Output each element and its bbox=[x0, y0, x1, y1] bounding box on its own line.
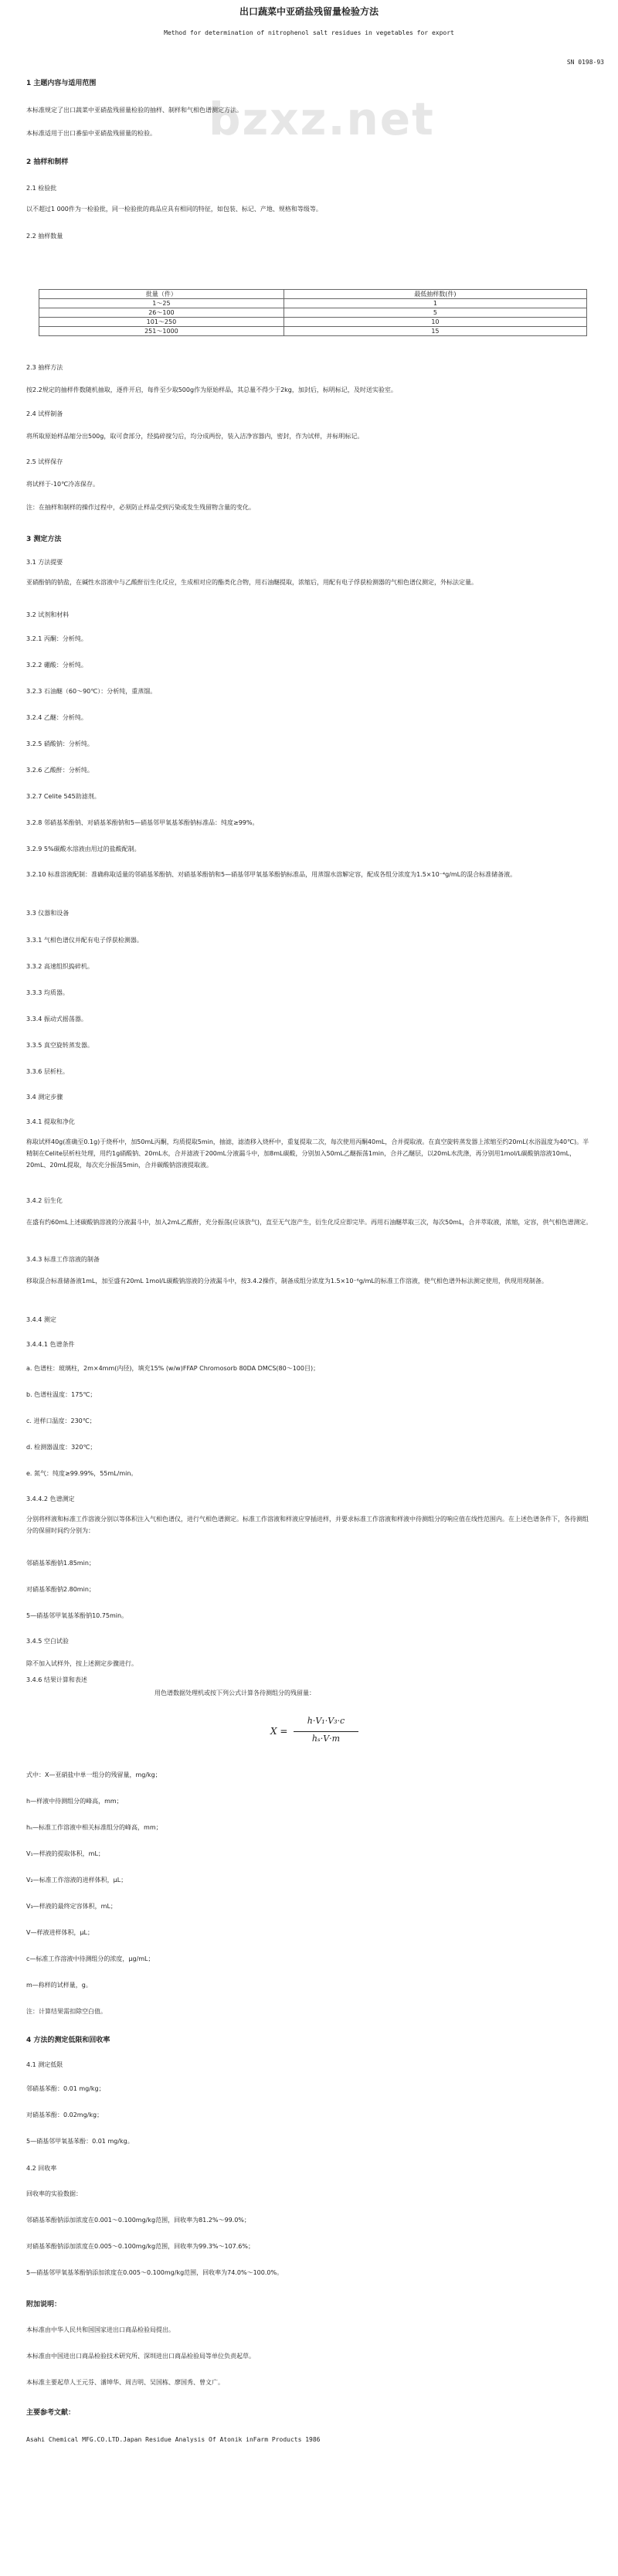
subsection-3-4-2: 3.4.2 衍生化 bbox=[26, 1197, 63, 1204]
subsection-2-5-text: 将试样于-10℃冷冻保存。 bbox=[26, 481, 100, 488]
variable-definition: h—样液中待测组分的峰高，mm； bbox=[26, 1798, 123, 1805]
table-cell: 1 bbox=[284, 299, 586, 308]
subsection-2-5: 2.5 试样保存 bbox=[26, 458, 63, 465]
recovery-item: 对硝基苯酚钠添加浓度在0.005～0.100mg/kg范围，回收率为99.3%～107.6%； bbox=[26, 2243, 254, 2250]
reagent-item: 3.2.2 硼酸：分析纯。 bbox=[26, 662, 87, 669]
subsection-2-2: 2.2 抽样数量 bbox=[26, 233, 63, 240]
reagent-item: 3.2.6 乙酸酐：分析纯。 bbox=[26, 767, 93, 774]
references-heading: 主要参考文献： bbox=[26, 2409, 76, 2417]
variable-definition: m—称样的试样量，g。 bbox=[26, 1982, 92, 1989]
variable-definition: 式中：X—亚硝盐中单一组分的残留量，mg/kg； bbox=[26, 1771, 161, 1778]
formula-lhs: X = bbox=[270, 1726, 288, 1737]
subsection-3-4-4-1: 3.4.4.1 色谱条件 bbox=[26, 1341, 75, 1348]
table-header-row bbox=[39, 290, 587, 299]
subsection-4-2: 4.2 回收率 bbox=[26, 2165, 57, 2172]
table-cell: 5 bbox=[284, 308, 586, 318]
reagent-item: 3.2.9 5%碳酸水溶液由用过的盐酸配制。 bbox=[26, 846, 141, 852]
section-1-text-1: 本标准规定了出口蔬菜中亚硝盐残留量检验的抽样、制样和气相色谱测定方法。 bbox=[26, 107, 243, 114]
appendix-heading: 附加说明： bbox=[26, 2301, 62, 2309]
subsection-3-4-1: 3.4.1 提取和净化 bbox=[26, 1118, 75, 1125]
recovery-item: 5—硝基邻甲氧基苯酚钠添加浓度在0.005～0.100mg/kg范围，回收率为74.0%～100.0%。 bbox=[26, 2269, 284, 2276]
subsection-2-1-text: 以不超过1 000件为一检验批，同一检验批的商品应具有相同的特征，如包装、标记、产地、规格和等级等。 bbox=[26, 206, 322, 213]
variable-definition: hₛ—标准工作溶液中相关标准组分的峰高，mm； bbox=[26, 1824, 162, 1831]
reagent-item: 3.2.8 邻硝基苯酚钠、对硝基苯酚钠和5—硝基邻甲氧基苯酚钠标准品：纯度≥99%。 bbox=[26, 819, 259, 826]
equipment-item: 3.3.4 振动式摇荡器。 bbox=[26, 1016, 87, 1023]
variable-definition: V₁—样液的提取体积，mL； bbox=[26, 1850, 104, 1857]
section-3-heading: 3 测定方法 bbox=[26, 536, 62, 543]
chromatography-condition: e. 氮气：纯度≥99.99%，55mL/min。 bbox=[26, 1470, 138, 1477]
table-cell: 1～25 bbox=[39, 299, 284, 308]
table-header-cell: 最低抽样数(件) bbox=[284, 290, 586, 299]
section-2-note: 注：在抽样和制样的操作过程中，必须防止样品受到污染或发生残留物含量的变化。 bbox=[26, 504, 255, 511]
residue-formula bbox=[270, 1713, 402, 1751]
variable-definition: V₂—标准工作溶液的进样体积，μL； bbox=[26, 1877, 127, 1884]
recovery-item: 邻硝基苯酚钠添加浓度在0.001～0.100mg/kg范围，回收率为81.2%～99.0%； bbox=[26, 2217, 250, 2224]
reagent-item: 3.2.5 硝酸钠：分析纯。 bbox=[26, 740, 93, 747]
extraction-text: 称取试样40g(准确至0.1g)于烧杯中，加50mL丙酮，均质提取5min，抽滤，滤渣移入烧杯中，重复提取二次，每次使用丙酮40mL，合并提取液。在真空旋转蒸发器上浓缩至约20mL(水浴温度为40℃)。半精制在Celite层析柱处理，用约1g硝酸钠、20mL水，合并滤液于200mL分液漏斗中，加8mL碳酸，分别加入50mL乙醚振荡1min，合并乙醚层，以20mL水洗涤，再分别用1mol/L碳酸钠溶液10mL，20mL、20mL提取，每次充分振荡5min，合并碳酸钠溶液提取液。 bbox=[26, 1138, 589, 1169]
subsection-3-1-text: 亚硝酚钠的钠盐，在碱性水溶液中与乙酸酐衍生化反应，生成相对应的酯类化合物，用石油醚提取，浓缩后，用配有电子俘获检测器的气相色谱仪测定，外标法定量。 bbox=[26, 579, 477, 586]
retention-time-item: 邻硝基苯酚钠1.85min； bbox=[26, 1560, 95, 1567]
section-4-heading: 4 方法的测定低限和回收率 bbox=[26, 2037, 110, 2044]
appendix-line: 本标准主要起草人王元芬、潘坤华、周吉明、吴国栋、廖国秀、曾文广。 bbox=[26, 2379, 224, 2386]
subsection-3-4-5: 3.4.5 空白试验 bbox=[26, 1638, 69, 1645]
subsection-3-2: 3.2 试剂和材料 bbox=[26, 611, 70, 618]
table-row bbox=[39, 327, 587, 336]
table-row bbox=[39, 308, 587, 318]
variable-definition: V—样液进样体积，μL； bbox=[26, 1929, 94, 1936]
subsection-2-3: 2.3 抽样方法 bbox=[26, 364, 63, 371]
table-cell: 251～1000 bbox=[39, 327, 284, 336]
table-row bbox=[39, 318, 587, 327]
appendix-line: 本标准由中国进出口商品检验技术研究所、深圳进出口商品检验局等单位负责起草。 bbox=[26, 2353, 255, 2360]
chromatography-text: 分别将样液和标准工作溶液分别以等体积注入气相色谱仪，进行气相色谱测定。标准工作溶液和样液应穿插进样，并要求标准工作溶液和样液中待测组分的响应值在线性范围内。在上述色谱条件下，各待测组分的保留时间约分别为： bbox=[26, 1516, 589, 1534]
reagent-item: 3.2.1 丙酮：分析纯。 bbox=[26, 635, 87, 642]
formula-denominator: hₛ·V·m bbox=[311, 1734, 341, 1744]
table-cell: 26～100 bbox=[39, 308, 284, 318]
derivatization-text: 在盛有约60mL上述碳酸钠溶液的分液漏斗中，加入2mL乙酸酐，充分振荡(应该放气)，直至无气泡产生，衍生化反应即完毕。再用石油醚萃取三次，每次50mL，合并萃取液，浓缩，定容，供气相色谱测定。 bbox=[26, 1219, 593, 1226]
recovery-intro: 回收率的实验数据： bbox=[26, 2190, 82, 2197]
variable-definition: V₃—样液的最终定容体积，mL； bbox=[26, 1903, 117, 1910]
subsection-3-1: 3.1 方法提要 bbox=[26, 559, 63, 566]
subsection-2-4-text: 将所取原始样品缩分出500g，取可食部分，经捣碎搅匀后，均分成两份，装入洁净容器内，密封，作为试样，并标明标记。 bbox=[26, 433, 364, 440]
subsection-3-4-4-2: 3.4.4.2 色谱测定 bbox=[26, 1496, 75, 1502]
standard-solution-text: 3.2.10 标准溶液配制：准确称取适量的邻硝基苯酚钠、对硝基苯酚钠和5—硝基邻甲氧基苯酚钠标准品，用蒸馏水溶解定容，配成各组分浓度为1.5×10⁻⁴g/mL的混合标准储备液。 bbox=[26, 871, 517, 878]
equipment-item: 3.3.3 均质器。 bbox=[26, 989, 69, 996]
working-solution-text: 移取混合标准储备液1mL，加至盛有20mL 1mol/L碳酸钠溶液的分液漏斗中，按3.4.2操作，制备成组分浓度为1.5×10⁻⁶g/mL的标准工作溶液，使气相色谱外标法测定使用，供现用现制备。 bbox=[26, 1278, 548, 1285]
english-subtitle: Method for determination of nitrophenol salt residues in vegetables for export bbox=[164, 29, 454, 36]
standard-code: SN 0198-93 bbox=[566, 59, 604, 66]
table-cell: 101～250 bbox=[39, 318, 284, 327]
equipment-item: 3.3.2 高速组织捣碎机。 bbox=[26, 963, 93, 970]
detection-limit-item: 5—硝基邻甲氧基苯酚：0.01 mg/kg。 bbox=[26, 2138, 134, 2145]
section-1-heading: 1 主题内容与适用范围 bbox=[26, 80, 97, 87]
subsection-2-3-text: 按2.2规定的抽样件数随机抽取，逐件开启，每件至少取500g作为原始样品，其总量不得少于2kg，加封后，标明标记，及时送实验室。 bbox=[26, 386, 397, 393]
subsection-3-4: 3.4 测定步骤 bbox=[26, 1094, 63, 1101]
chromatography-condition: b. 色谱柱温度：175℃； bbox=[26, 1391, 97, 1398]
table-row bbox=[39, 299, 587, 308]
retention-time-item: 5—硝基邻甲氧基苯酚钠10.75min。 bbox=[26, 1612, 128, 1619]
retention-time-item: 对硝基苯酚钠2.80min； bbox=[26, 1586, 95, 1593]
section-1-text-2: 本标准适用于出口番茄中亚硝盐残留量的检验。 bbox=[26, 130, 156, 137]
blank-test-text: 除不加入试样外，按上述测定步骤进行。 bbox=[26, 1660, 138, 1667]
equipment-item: 3.3.5 真空旋转蒸发器。 bbox=[26, 1042, 93, 1049]
document-title: 出口蔬菜中亚硝盐残留量检验方法 bbox=[239, 6, 379, 17]
subsection-4-1: 4.1 测定低限 bbox=[26, 2061, 63, 2068]
subsection-3-4-6: 3.4.6 结果计算和表述 bbox=[26, 1676, 87, 1683]
reagent-item: 3.2.4 乙醚：分析纯。 bbox=[26, 714, 87, 721]
reagent-item: 3.2.3 石油醚（60～90℃）：分析纯，重蒸馏。 bbox=[26, 688, 157, 695]
reference-entry: Asahi Chemical MFG.CO.LTD.Japan Residue Analysis Of Atonik inFarm Products 1986 bbox=[26, 2436, 321, 2443]
table-cell: 10 bbox=[284, 318, 586, 327]
equipment-item: 3.3.6 层析柱。 bbox=[26, 1068, 69, 1075]
reagent-item: 3.2.7 Celite 545助滤剂。 bbox=[26, 793, 100, 800]
calculation-note: 注：计算结果需扣除空白值。 bbox=[26, 2008, 107, 2015]
formula-numerator: h·V₁·V₃·c bbox=[307, 1716, 345, 1726]
fraction-bar bbox=[294, 1731, 358, 1732]
equipment-item: 3.3.1 气相色谱仪并配有电子俘获检测器。 bbox=[26, 937, 143, 944]
subsection-2-4: 2.4 试样制备 bbox=[26, 410, 63, 417]
sampling-table bbox=[39, 289, 587, 336]
chromatography-condition: c. 进样口温度：230℃； bbox=[26, 1417, 96, 1424]
appendix-line: 本标准由中华人民共和国国家进出口商品检验局提出。 bbox=[26, 2326, 175, 2333]
watermark: bzxz.net bbox=[209, 93, 435, 145]
variable-definition: c—标准工作溶液中待测组分的浓度，μg/mL； bbox=[26, 1955, 154, 1962]
detection-limit-item: 对硝基苯酚：0.02mg/kg； bbox=[26, 2112, 104, 2118]
detection-limit-item: 邻硝基苯酚：0.01 mg/kg； bbox=[26, 2085, 105, 2092]
table-cell: 15 bbox=[284, 327, 586, 336]
chromatography-condition: a. 色谱柱：玻璃柱，2m×4mm(内径)，填充15% (w/w)FFAP Chromosorb 80DA DMCS(80～100目)； bbox=[26, 1365, 320, 1372]
subsection-3-4-3: 3.4.3 标准工作溶液的制备 bbox=[26, 1256, 100, 1263]
chromatography-condition: d. 检测器温度：320℃； bbox=[26, 1444, 97, 1451]
subsection-3-4-4: 3.4.4 测定 bbox=[26, 1316, 56, 1323]
subsection-3-3: 3.3 仪器和设备 bbox=[26, 910, 70, 917]
subsection-2-1: 2.1 检验批 bbox=[26, 185, 57, 192]
calculation-text: 用色谱数据处理机或按下列公式计算各待测组分的残留量： bbox=[154, 1690, 315, 1696]
table-header-cell: 批量（件） bbox=[39, 290, 284, 299]
section-2-heading: 2 抽样和制样 bbox=[26, 158, 69, 166]
